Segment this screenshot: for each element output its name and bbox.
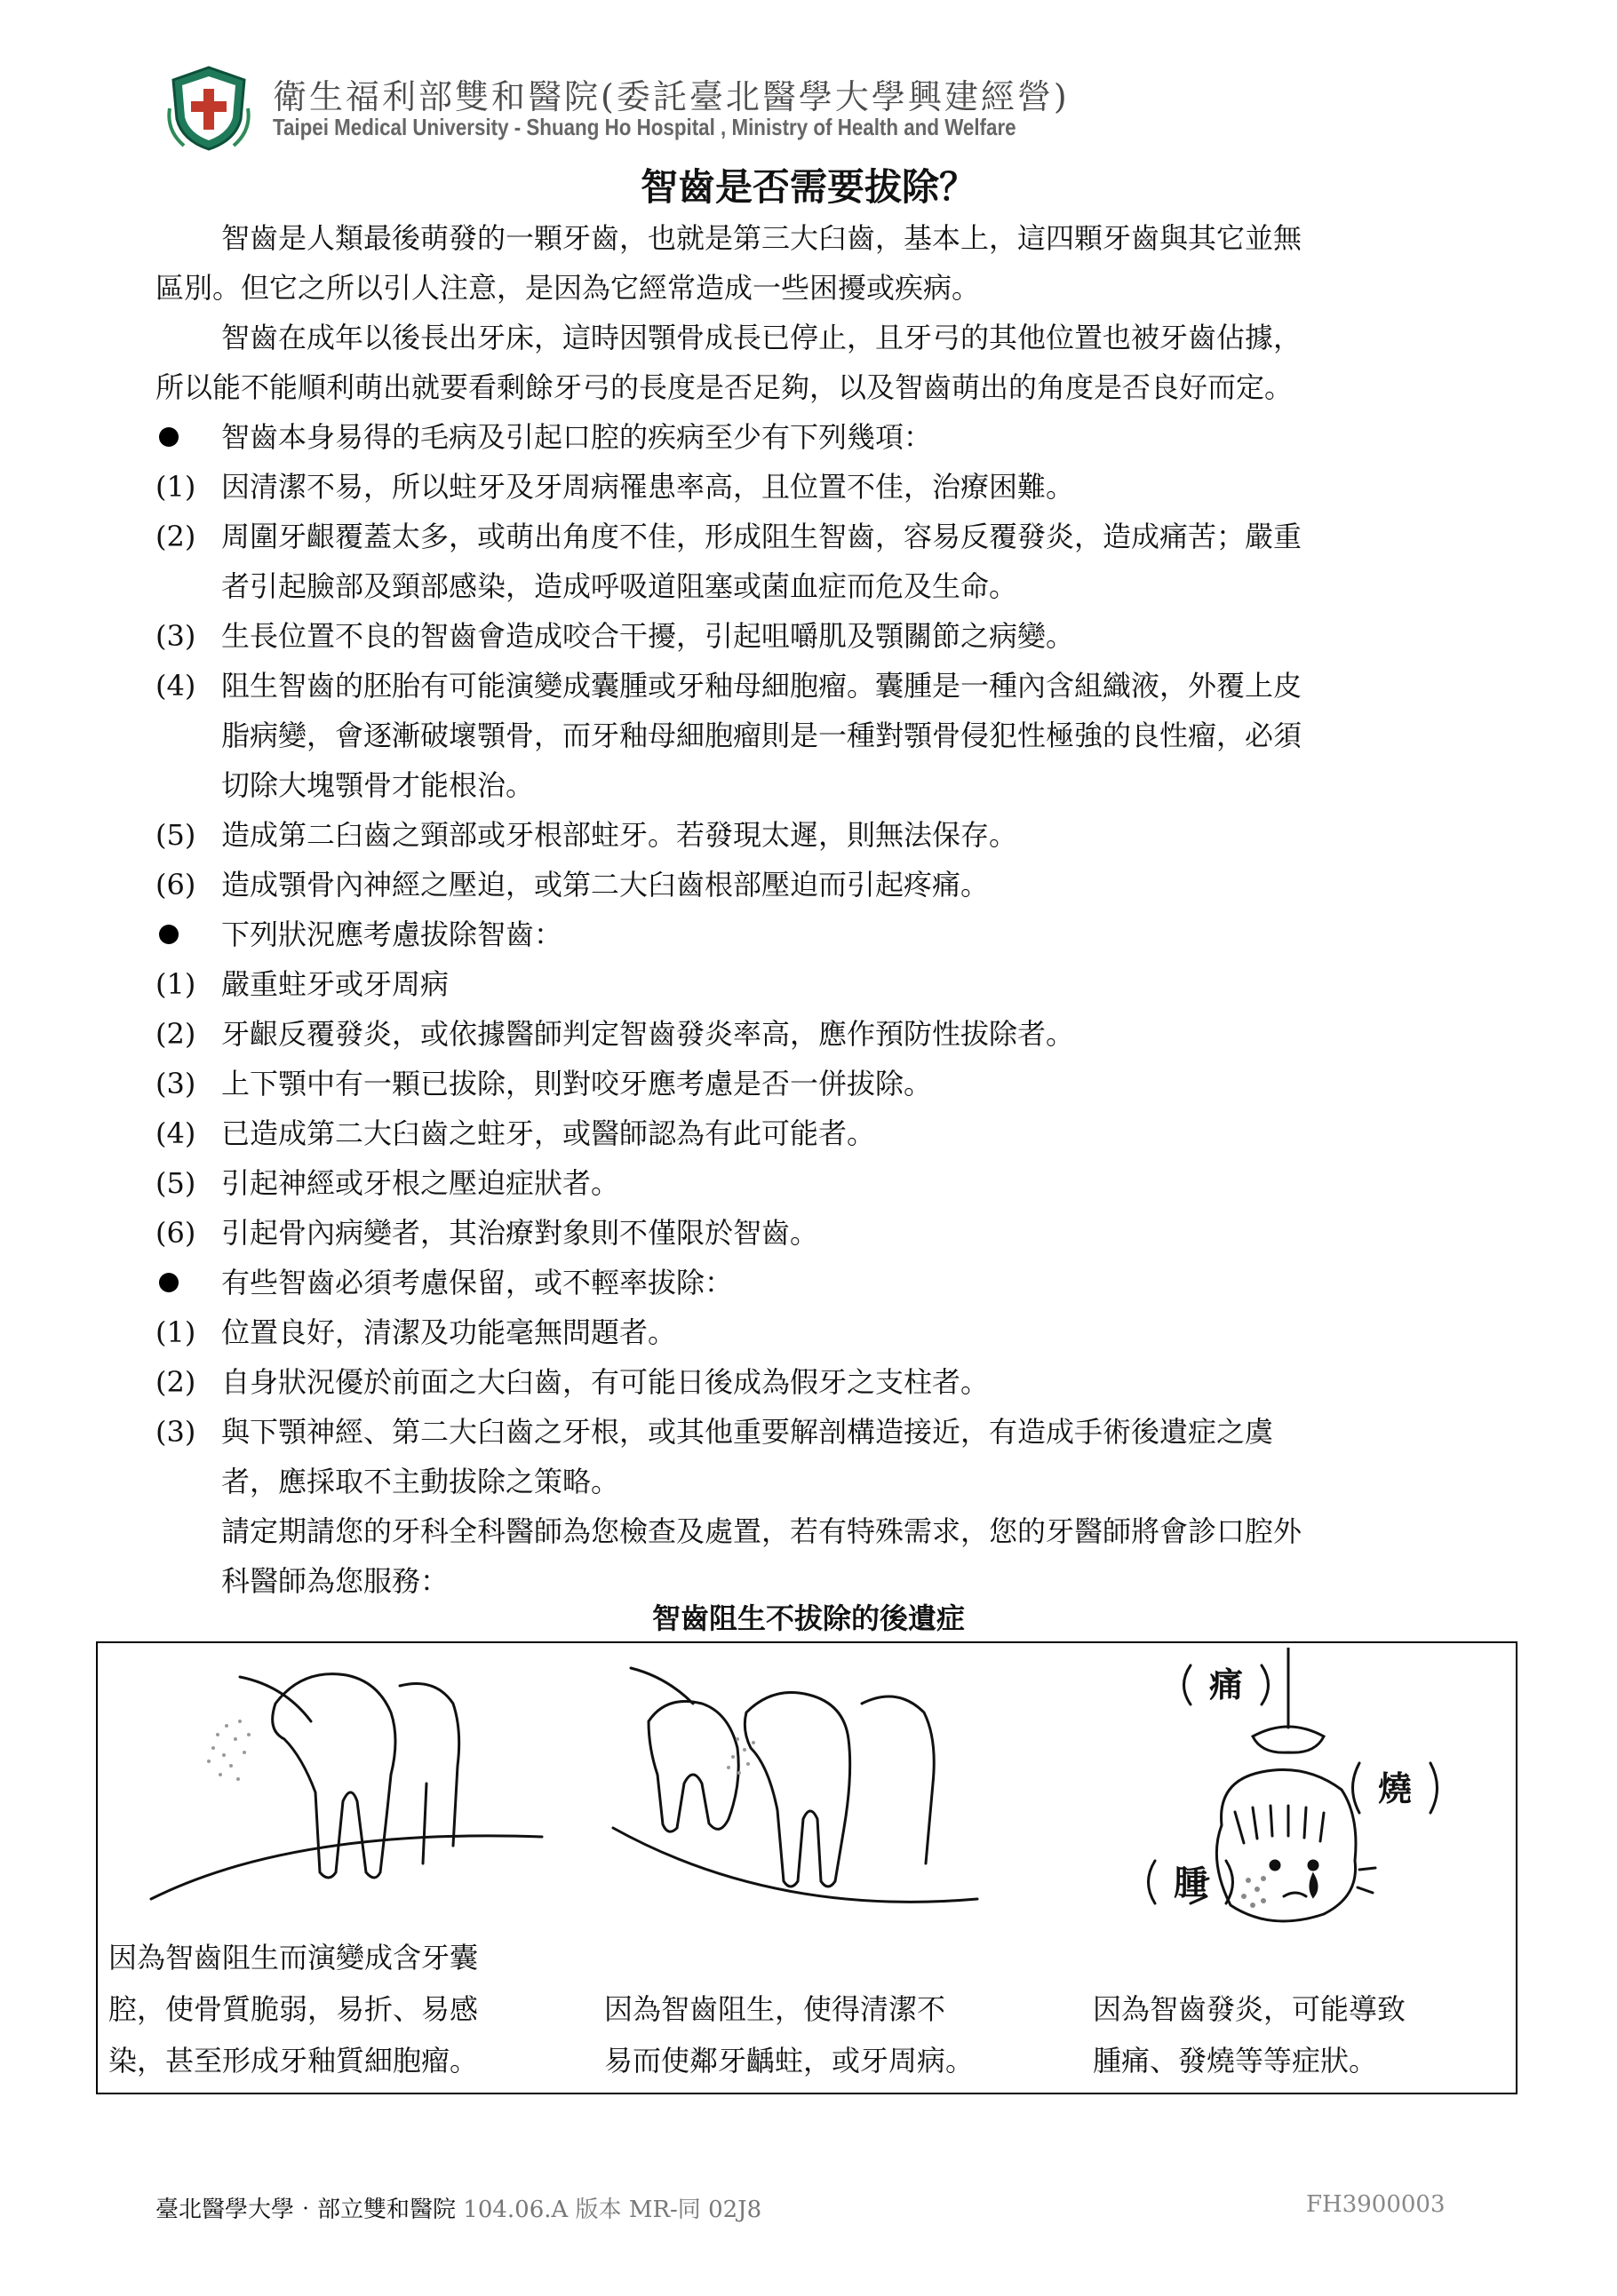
pain-label: 痛 [1208,1665,1244,1704]
list-item-continuation: 者，應採取不主動拔除之策略。 [221,1465,620,1498]
hospital-name-zh: 衛生福利部雙和醫院(委託臺北醫學大學興建經營) [273,77,1070,116]
panel-1-caption: 因為智齒阻生而演變成含牙囊 腔，使骨質脆弱，易折、易感 染，甚至形成牙釉質細胞瘤。 [108,1941,479,2078]
intro-paragraph-2-line-1: 智齒在成年以後長出牙床，這時因顎骨成長已停止，且牙弓的其他位置也被牙齒佔據， [221,321,1302,354]
list-item: (5) 造成第二臼齒之頸部或牙根部蛀牙。若發現太遲，則無法保存。 [155,818,1018,852]
panel-3-caption: 因為智齒發炎，可能導致 腫痛、發燒等等症狀。 [1093,1992,1406,2078]
list-item: (6) 造成顎骨內神經之壓迫，或第二大臼齒根部壓迫而引起疼痛。 [155,868,990,902]
section-2-heading-row [155,910,1470,959]
closing-line-2: 科醫師為您服務： [221,1564,450,1598]
list-item: (1) 嚴重蛀牙或牙周病 [155,967,450,1001]
list-item: (5) 引起神經或牙根之壓迫症狀者。 [155,1166,620,1200]
list-item: (1) 位置良好，清潔及功能毫無問題者。 [155,1315,677,1349]
list-item-continuation: 者引起臉部及頸部感染，造成呼吸道阻塞或菌血症而危及生命。 [221,569,1018,603]
document-body [155,213,1470,1606]
list-item: (2) 周圍牙齦覆蓋太多，或萌出角度不佳，形成阻生智齒，容易反覆發炎，造成痛苦；嚴重 [155,520,1302,553]
list-item: (2) 自身狀況優於前面之大臼齒，有可能日後成為假牙之支柱者。 [155,1365,990,1399]
bullet-icon [159,925,179,944]
footer-org: 臺北醫學大學‧部立雙和醫院 [155,2197,457,2223]
sick-child-icon [1075,1648,1502,1932]
list-item: (3) 上下顎中有一顆已拔除，則對咬牙應考慮是否一併拔除。 [155,1067,933,1100]
impacted-tooth-cyst-icon [133,1650,551,1908]
figure-box [96,1641,1517,2094]
intro-paragraph-1-line-2: 區別。但它之所以引人注意，是因為它經常造成一些困擾或疾病。 [155,271,981,305]
list-item: (6) 引起骨內病變者，其治療對象則不僅限於智齒。 [155,1216,819,1250]
fever-label: 燒 [1377,1769,1413,1808]
intro-paragraph-2-line-2: 所以能不能順利萌出就要看剩餘牙弓的長度是否足夠，以及智齒萌出的角度是否良好而定。 [155,370,1294,404]
section-1-heading: 智齒本身易得的毛病及引起口腔的疾病至少有下列幾項： [221,420,933,454]
list-item: (3) 與下顎神經、第二大臼齒之牙根，或其他重要解剖構造接近，有造成手術後遺症之虞 [155,1415,1274,1449]
impacted-tooth-decay-icon [595,1650,986,1908]
bullet-icon [159,1273,179,1292]
list-item: (4) 阻生智齒的胚胎有可能演變成囊腫或牙釉母細胞瘤。囊腫是一種內含組織液，外覆上皮 [155,669,1302,703]
list-item: (3) 生長位置不良的智齒會造成咬合干擾，引起咀嚼肌及顎關節之病變。 [155,619,1075,653]
section-2-heading: 下列狀況應考慮拔除智齒： [221,918,563,951]
hospital-emblem-icon [164,64,253,153]
footer [155,2191,761,2224]
list-item: (1) 因清潔不易，所以蛀牙及牙周病罹患率高，且位置不佳，治療困難。 [155,470,1075,504]
footer-version: 104.06.A 版本 MR-同 02J8 [463,2197,762,2223]
section-1-heading-row [155,412,1470,462]
swelling-label: 腫 [1173,1863,1208,1903]
figure-caption: 智齒阻生不拔除的後遺症 [651,1601,965,1635]
list-item-continuation: 脂病變，會逐漸破壞顎骨，而牙釉母細胞瘤則是一種對顎骨侵犯性極強的良性瘤，必須 [221,719,1302,752]
page-title: 智齒是否需要拔除？ [640,165,976,209]
list-item: (2) 牙齦反覆發炎，或依據醫師判定智齒發炎率高，應作預防性拔除者。 [155,1017,1075,1051]
list-item: (4) 已造成第二大臼齒之蛀牙，或醫師認為有此可能者。 [155,1116,876,1150]
hospital-name-en: Taipei Medical University - Shuang Ho Hospital , Ministry of Health and Welfare [273,114,1016,140]
bullet-icon [159,427,179,447]
page-header [164,64,1142,153]
closing-line-1: 請定期請您的牙科全科醫師為您檢查及處置，若有特殊需求，您的牙醫師將會診口腔外 [221,1514,1302,1548]
section-3-heading: 有些智齒必須考慮保留，或不輕率拔除： [221,1266,734,1299]
intro-paragraph-1-line-1: 智齒是人類最後萌發的一顆牙齒，也就是第三大臼齒，基本上，這四顆牙齒與其它並無 [221,221,1302,255]
footer-code: FH3900003 [1306,2191,1446,2218]
list-item-continuation: 切除大塊顎骨才能根治。 [221,768,535,802]
section-3-heading-row [155,1258,1470,1307]
panel-2-caption: 因為智齒阻生，使得清潔不 易而使鄰牙齲蛀，或牙周病。 [604,1992,975,2078]
